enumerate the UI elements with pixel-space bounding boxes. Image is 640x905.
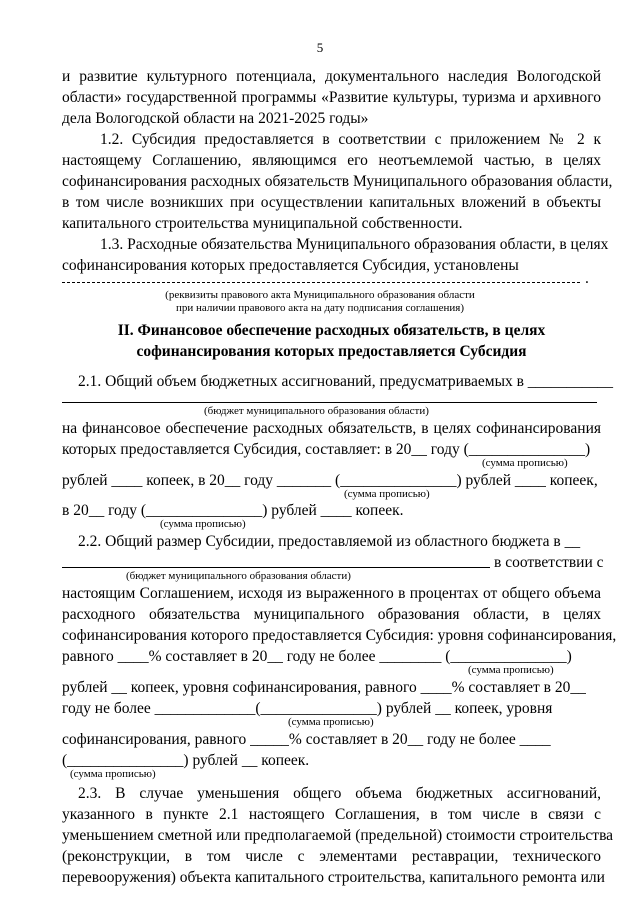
section-title-line-1: II. Финансовое обеспечение расходных обязательств, в целях bbox=[117, 322, 546, 339]
p21-note-1: (сумма прописью) bbox=[482, 457, 568, 469]
p12-line-2: настоящему Соглашению, являющимся его неотъемлемой частью, в целях bbox=[62, 152, 601, 169]
p22-line-1: 2.2. Общий размер Субсидии, предоставляемой из областного бюджета в __ bbox=[78, 533, 581, 550]
p22-note-3: (сумма прописью) bbox=[70, 768, 156, 780]
p23-line-4: (реконструкции, в том числе с элементами реставрации, технического bbox=[62, 848, 601, 865]
p23-line-1: 2.3. В случае уменьшения общего объема бюджетных ассигнований, bbox=[78, 785, 601, 802]
p22-line-9: софинансирования, равного _____% составляет в 20__ году не более ____ bbox=[62, 731, 551, 748]
p22-line-8: году не более _____________(_______________) рублей __ копеек, уровня bbox=[62, 700, 553, 717]
p22-line-2-end: в соответствии с bbox=[494, 554, 604, 571]
p21-budget-blank bbox=[62, 402, 597, 403]
p21-line-4: рублей ____ копеек, в 20__ году _______ (_______________) рублей ____ копеек, bbox=[62, 472, 598, 489]
p13-line-2: софинансирования которых предоставляется Субсидия, установлены bbox=[62, 257, 519, 274]
p22-line-5: софинансирования которого предоставляется Субсидия: уровня софинансирования, bbox=[62, 627, 617, 644]
p21-line-3: которых предоставляется Субсидия, составляет: в 20__ году (_______________) bbox=[62, 441, 591, 458]
note-act-line-2: при наличии правового акта на дату подписания соглашения) bbox=[175, 302, 465, 314]
p12-line-4: в том числе возникших при осуществлении капитальных вложений в объекты bbox=[62, 194, 601, 211]
p23-line-5: перевооружения) объекта капитального строительства, капитального ремонта или bbox=[62, 869, 605, 886]
p22-line-4: расходного обязательства муниципального образования области, в целях bbox=[62, 606, 601, 623]
page-number: 5 bbox=[316, 40, 324, 55]
section-title-line-2: софинансирования которых предоставляется Субсидия bbox=[136, 343, 527, 360]
p21-note-2: (сумма прописью) bbox=[344, 488, 430, 500]
p12-line-3: софинансирования расходных обязательств Муниципального образования области, bbox=[62, 173, 613, 190]
p13-end: . bbox=[585, 270, 589, 287]
p21-line-1: 2.1. Общий объем бюджетных ассигнований, предусматриваемых в ___________ bbox=[78, 373, 614, 390]
p21-line-5: в 20__ году (_______________) рублей ____ копеек. bbox=[62, 502, 404, 519]
p22-line-10: (_______________) рублей __ копеек. bbox=[62, 752, 310, 769]
note-act-line-1: (реквизиты правового акта Муниципального образования области bbox=[165, 289, 475, 301]
intro-line-3: дела Вологодской области на 2021-2025 годы» bbox=[62, 110, 369, 127]
p22-note-2: (сумма прописью) bbox=[288, 716, 374, 728]
p23-line-3: уменьшением сметной или предполагаемой (предельной) стоимости строительства bbox=[62, 827, 614, 844]
p22-line-7: рублей __ копеек, уровня софинансирования, равного ____% составляет в 20__ bbox=[62, 679, 586, 696]
p21-note-budget: (бюджет муниципального образования области) bbox=[204, 405, 429, 417]
p13-line-1: 1.3. Расходные обязательства Муниципального образования области, в целях bbox=[100, 236, 609, 253]
p22-line-3: настоящим Соглашением, исходя из выраженного в процентах от общего объема bbox=[62, 585, 601, 602]
p12-line-5: капитального строительства муниципальной собственности. bbox=[62, 215, 463, 232]
p21-line-2: на финансовое обеспечение расходных обязательств, в целях софинансирования bbox=[62, 420, 601, 437]
p22-line-6: равного ____% составляет в 20__ году не более ________ (_______________) bbox=[62, 648, 572, 665]
p22-note-budget: (бюджет муниципального образования области) bbox=[126, 570, 351, 582]
intro-line-1: и развитие культурного потенциала, документального наследия Вологодской bbox=[62, 68, 601, 85]
p23-line-2: указанного в пункте 2.1 настоящего Соглашения, в том числе в связи с bbox=[62, 806, 601, 823]
p12-line-1: 1.2. Субсидия предоставляется в соответствии с приложением № 2 к bbox=[100, 131, 601, 148]
p22-note-1: (сумма прописью) bbox=[468, 664, 554, 676]
intro-line-2: области» государственной программы «Развитие культуры, туризма и архивного bbox=[62, 89, 601, 106]
p21-note-3: (сумма прописью) bbox=[160, 518, 246, 530]
act-requisites-blank bbox=[62, 282, 580, 283]
p22-budget-blank bbox=[62, 567, 490, 568]
